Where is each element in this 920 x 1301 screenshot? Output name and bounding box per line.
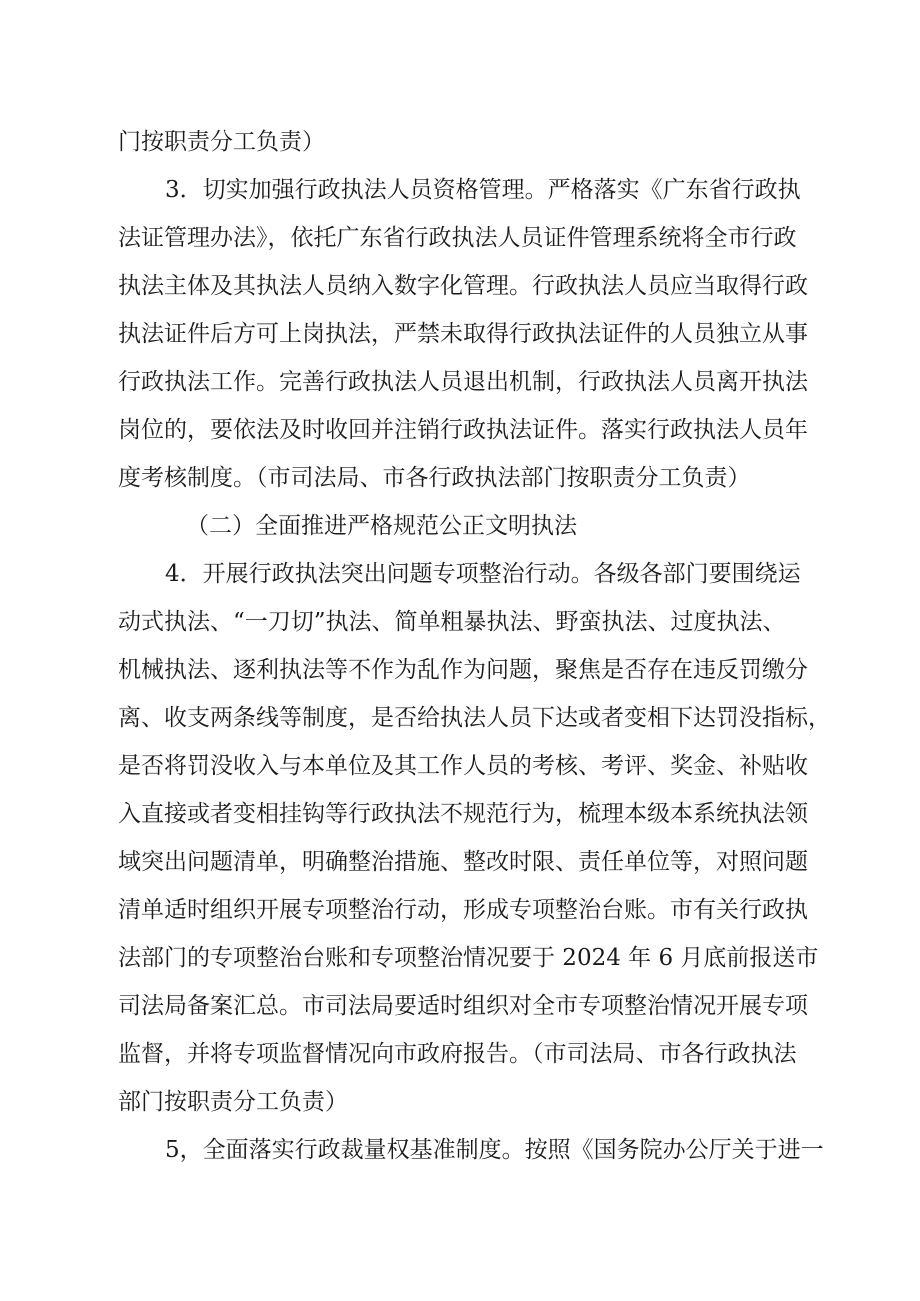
- text-line-20: 监督，并将专项监督情况向市政府报告。（市司法局、市各行政执法: [118, 1041, 797, 1067]
- text-line-21: 部门按职责分工负责）: [118, 1089, 348, 1115]
- text-line-17: 清单适时组织开展专项整治行动，形成专项整治台账。市有关行政执: [118, 897, 808, 923]
- text-line-2: 3．切实加强行政执法人员资格管理。严格落实《广东省行政执: [165, 177, 801, 203]
- section-heading: （二）全面推进严格规范公正文明执法: [186, 513, 577, 539]
- text-line-5: 执法证件后方可上岗执法，严禁未取得行政执法证件的人员独立从事: [118, 321, 808, 347]
- text-line-22: 5，全面落实行政裁量权基准制度。按照《国务院办公厅关于进一: [165, 1137, 824, 1163]
- text-line-12: 机械执法、逐利执法等不作为乱作为问题，聚焦是否存在违反罚缴分: [118, 657, 808, 683]
- text-line-16: 域突出问题清单，明确整治措施、整改时限、责任单位等，对照问题: [118, 849, 808, 875]
- text-line-6: 行政执法工作。完善行政执法人员退出机制，行政执法人员离开执法: [118, 369, 808, 395]
- text-line-10: 4．开展行政执法突出问题专项整治行动。各级各部门要围绕运: [165, 561, 801, 587]
- text-line-4: 执法主体及其执法人员纳入数字化管理。行政执法人员应当取得行政: [118, 273, 808, 299]
- text-line-11: 动式执法、“一刀切”执法、简单粗暴执法、野蛮执法、过度执法、: [118, 609, 786, 635]
- text-line-15: 入直接或者变相挂钩等行政执法不规范行为，梳理本级本系统执法领: [118, 801, 808, 827]
- text-line-19: 司法局备案汇总。市司法局要适时组织对全市专项整治情况开展专项: [118, 993, 808, 1019]
- text-line-1: 门按职责分工负责）: [118, 129, 325, 155]
- text-line-7: 岗位的，要依法及时收回并注销行政执法证件。落实行政执法人员年: [118, 417, 808, 443]
- text-line-18: 法部门的专项整治台账和专项整治情况要于 2024 年 6 月底前报送市: [118, 945, 819, 971]
- text-line-13: 离、收支两条线等制度，是否给执法人员下达或者变相下达罚没指标，: [118, 705, 831, 731]
- text-line-14: 是否将罚没收入与本单位及其工作人员的考核、考评、奖金、补贴收: [118, 753, 808, 779]
- text-line-3: 法证管理办法》，依托广东省行政执法人员证件管理系统将全市行政: [118, 225, 797, 251]
- text-line-8: 度考核制度。（市司法局、市各行政执法部门按职责分工负责）: [118, 465, 751, 491]
